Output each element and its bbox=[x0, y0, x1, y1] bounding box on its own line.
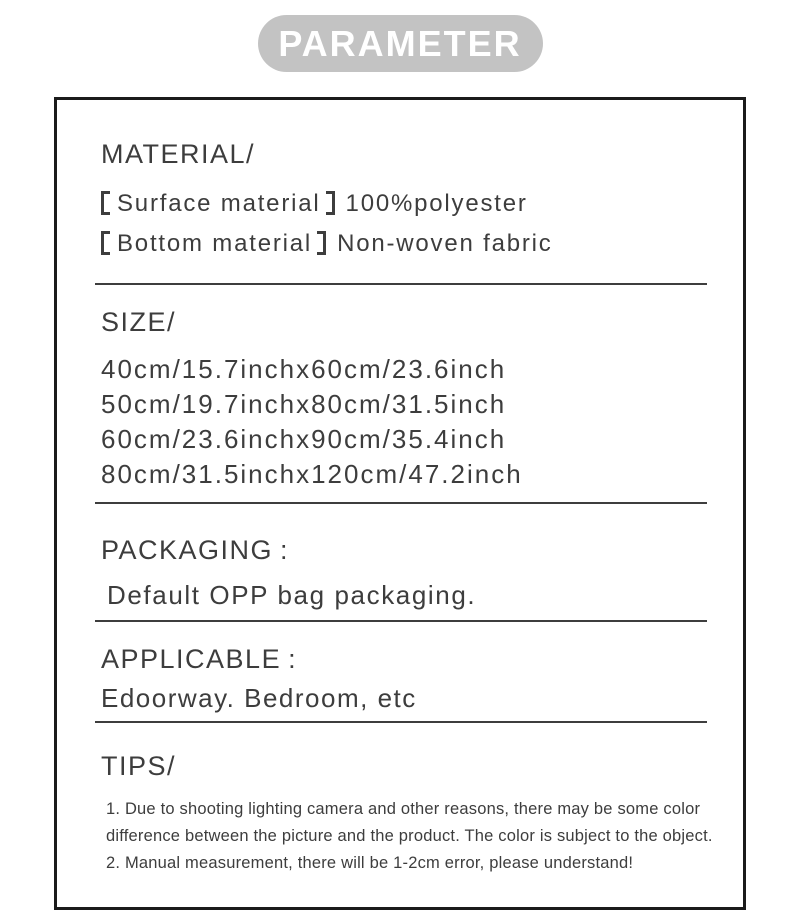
packaging-title-text: PACKAGING bbox=[101, 535, 274, 565]
applicable-title-colon: : bbox=[288, 644, 298, 674]
packaging-title bbox=[101, 534, 707, 566]
section-applicable bbox=[101, 643, 707, 716]
section-tips bbox=[101, 750, 713, 877]
size-option: 50cm/19.7inchx80cm/31.5inch bbox=[101, 389, 507, 419]
section-size bbox=[101, 306, 707, 492]
parameter-badge bbox=[258, 15, 543, 72]
tips-title: TIPS/ bbox=[101, 751, 177, 781]
applicable-text: Edoorway. Bedroom, etc bbox=[101, 683, 417, 713]
lenticular-bracket-open-icon bbox=[101, 191, 110, 215]
size-title: SIZE/ bbox=[101, 307, 177, 337]
section-packaging bbox=[101, 534, 707, 612]
material-value: 100%polyester bbox=[345, 190, 528, 217]
material-row-bottom bbox=[101, 224, 707, 264]
size-option: 80cm/31.5inchx120cm/47.2inch bbox=[101, 459, 523, 489]
applicable-title bbox=[101, 643, 707, 675]
applicable-title-text: APPLICABLE bbox=[101, 644, 282, 674]
spec-panel bbox=[54, 97, 746, 910]
lenticular-bracket-close-icon bbox=[326, 191, 335, 215]
parameter-badge-label: PARAMETER bbox=[278, 22, 522, 64]
section-material bbox=[101, 138, 707, 264]
material-row-surface bbox=[101, 184, 707, 224]
tip-line: 2. Manual measurement, there will be 1-2cm error, please understand! bbox=[106, 854, 634, 872]
packaging-text: Default OPP bag packaging. bbox=[107, 580, 477, 610]
section-divider bbox=[95, 283, 707, 285]
material-label: Bottom material bbox=[117, 230, 313, 257]
lenticular-bracket-close-icon bbox=[317, 231, 326, 255]
material-title: MATERIAL/ bbox=[101, 139, 256, 169]
material-value: Non-woven fabric bbox=[337, 230, 553, 257]
lenticular-bracket-open-icon bbox=[101, 231, 110, 255]
size-option: 40cm/15.7inchx60cm/23.6inch bbox=[101, 354, 507, 384]
tip-line: difference between the picture and the product. The color is subject to the object. bbox=[106, 827, 713, 845]
section-divider bbox=[95, 620, 707, 622]
material-label: Surface material bbox=[117, 190, 321, 217]
size-option: 60cm/23.6inchx90cm/35.4inch bbox=[101, 424, 507, 454]
tip-line: 1. Due to shooting lighting camera and other reasons, there may be some color bbox=[106, 800, 701, 818]
section-divider bbox=[95, 502, 707, 504]
section-divider bbox=[95, 721, 707, 723]
packaging-title-colon: : bbox=[280, 535, 290, 565]
